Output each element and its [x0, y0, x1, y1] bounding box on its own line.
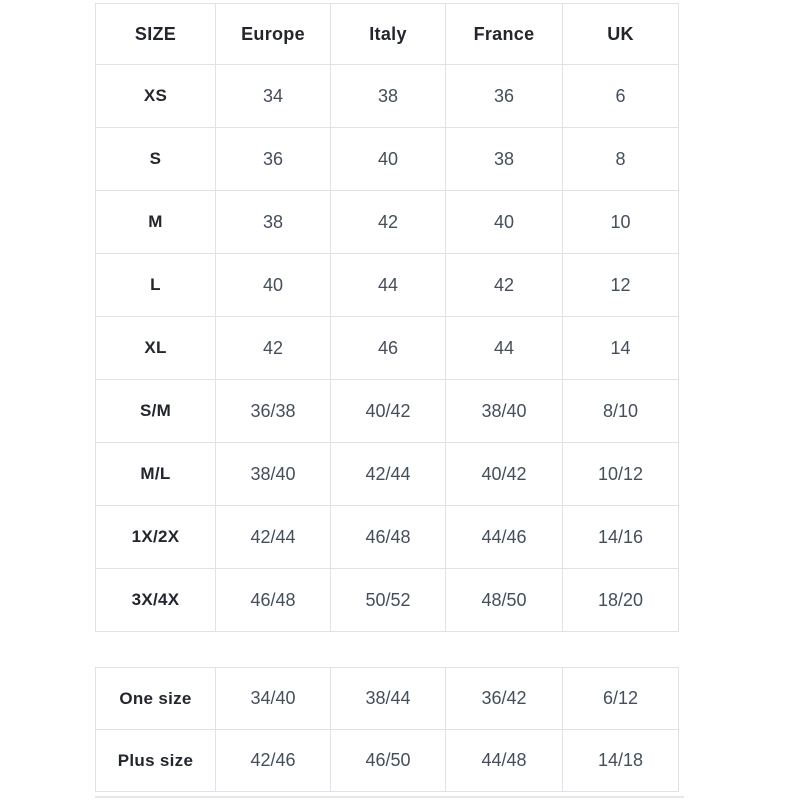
size-value: 38	[331, 65, 446, 128]
size-value: 38	[446, 128, 563, 191]
size-value: 6/12	[563, 668, 679, 730]
size-value: 38	[216, 191, 331, 254]
size-value: 38/44	[331, 668, 446, 730]
size-conversion-table	[95, 3, 679, 632]
cutoff-next-element-edge	[95, 796, 684, 798]
size-value: 36/42	[446, 668, 563, 730]
row-label: S/M	[96, 380, 216, 443]
size-value: 48/50	[446, 569, 563, 632]
size-value: 42/44	[331, 443, 446, 506]
size-value: 8/10	[563, 380, 679, 443]
column-header: SIZE	[96, 4, 216, 65]
size-value: 40	[216, 254, 331, 317]
table-row	[96, 254, 679, 317]
size-value: 14	[563, 317, 679, 380]
size-value: 46/48	[331, 506, 446, 569]
size-value: 6	[563, 65, 679, 128]
table-row	[96, 569, 679, 632]
size-value: 42	[446, 254, 563, 317]
row-label: L	[96, 254, 216, 317]
size-value: 44/46	[446, 506, 563, 569]
size-value: 42/44	[216, 506, 331, 569]
size-value: 38/40	[446, 380, 563, 443]
row-label: XL	[96, 317, 216, 380]
row-label: 1X/2X	[96, 506, 216, 569]
row-label: 3X/4X	[96, 569, 216, 632]
size-value: 42/46	[216, 730, 331, 792]
size-value: 12	[563, 254, 679, 317]
size-value: 38/40	[216, 443, 331, 506]
size-value: 44	[331, 254, 446, 317]
row-label: M	[96, 191, 216, 254]
size-value: 14/18	[563, 730, 679, 792]
size-value: 40	[331, 128, 446, 191]
size-value: 50/52	[331, 569, 446, 632]
size-value: 34/40	[216, 668, 331, 730]
row-label: M/L	[96, 443, 216, 506]
size-value: 40/42	[446, 443, 563, 506]
column-header: UK	[563, 4, 679, 65]
table-row	[96, 128, 679, 191]
table-row	[96, 65, 679, 128]
size-value: 40	[446, 191, 563, 254]
table-row	[96, 380, 679, 443]
table-row	[96, 730, 679, 792]
column-header: Italy	[331, 4, 446, 65]
row-label: One size	[96, 668, 216, 730]
size-value: 10	[563, 191, 679, 254]
size-value: 42	[331, 191, 446, 254]
size-value: 34	[216, 65, 331, 128]
column-header: Europe	[216, 4, 331, 65]
size-value: 46	[331, 317, 446, 380]
table-row	[96, 668, 679, 730]
row-label: XS	[96, 65, 216, 128]
size-value: 14/16	[563, 506, 679, 569]
table-row	[96, 506, 679, 569]
size-value: 8	[563, 128, 679, 191]
size-value: 44/48	[446, 730, 563, 792]
size-value: 44	[446, 317, 563, 380]
row-label: Plus size	[96, 730, 216, 792]
size-value: 36	[216, 128, 331, 191]
size-value: 36	[446, 65, 563, 128]
size-value: 42	[216, 317, 331, 380]
row-label: S	[96, 128, 216, 191]
column-header: France	[446, 4, 563, 65]
table-row	[96, 191, 679, 254]
table-row	[96, 443, 679, 506]
size-value: 46/48	[216, 569, 331, 632]
size-value: 36/38	[216, 380, 331, 443]
size-value: 46/50	[331, 730, 446, 792]
table-row	[96, 317, 679, 380]
size-value: 10/12	[563, 443, 679, 506]
size-value: 40/42	[331, 380, 446, 443]
table-row	[96, 4, 679, 65]
size-value: 18/20	[563, 569, 679, 632]
special-sizes-table	[95, 667, 679, 792]
